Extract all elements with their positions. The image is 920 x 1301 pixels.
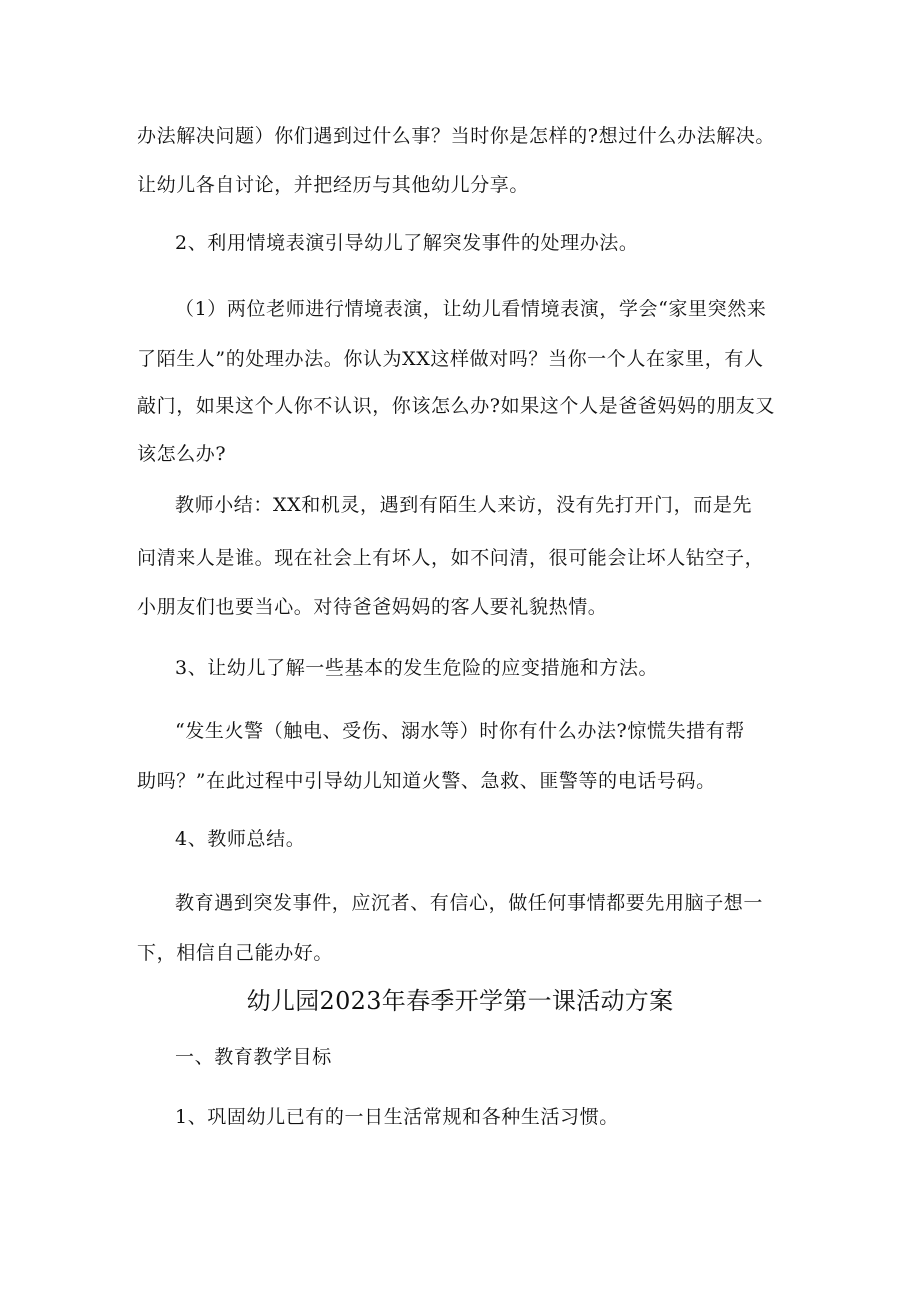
paragraph-line: 助吗？”在此过程中引导幼儿知道火警、急救、匪警等的电话号码。 — [137, 770, 716, 792]
paragraph-line: “发生火警（触电、受伤、溺水等）时你有什么办法?惊慌失措有帮 — [175, 720, 745, 742]
paragraph-line: 敲门，如果这个人你不认识，你该怎么办?如果这个人是爸爸妈妈的朋友又 — [137, 395, 775, 417]
goal-item-1: 1、巩固幼儿已有的一日生活常规和各种生活习惯。 — [175, 1106, 619, 1128]
document-title: 幼儿园2023年春季开学第一课活动方案 — [246, 987, 674, 1015]
paragraph-line: （1）两位老师进行情境表演，让幼儿看情境表演，学会“家里突然来 — [175, 298, 767, 320]
step-4-heading: 4、教师总结。 — [175, 828, 306, 850]
paragraph-line: 了陌生人”的处理办法。你认为XX这样做对吗？当你一个人在家里，有人 — [137, 348, 764, 370]
paragraph-line: 教育遇到突发事件，应沉者、有信心，做任何事情都要先用脑子想一 — [175, 892, 764, 914]
paragraph-line: 办法解决问题）你们遇到过什么事？当时你是怎样的?想过什么办法解决。 — [137, 125, 775, 147]
paragraph-line: 问清来人是谁。现在社会上有坏人，如不问清，很可能会让坏人钻空子， — [137, 547, 765, 569]
step-2-heading: 2、利用情境表演引导幼儿了解突发事件的处理办法。 — [175, 232, 639, 254]
paragraph-line: 教师小结：XX和机灵，遇到有陌生人来访，没有先打开门，而是先 — [175, 494, 753, 516]
paragraph-line: 小朋友们也要当心。对待爸爸妈妈的客人要礼貌热情。 — [137, 596, 608, 618]
step-3-heading: 3、让幼儿了解一些基本的发生危险的应变措施和方法。 — [175, 657, 659, 679]
paragraph-line: 让幼儿各自讨论，并把经历与其他幼儿分享。 — [137, 174, 530, 196]
paragraph-line: 该怎么办? — [137, 443, 227, 465]
paragraph-line: 下，相信自己能办好。 — [137, 942, 334, 964]
section-heading: 一、教育教学目标 — [175, 1046, 332, 1068]
